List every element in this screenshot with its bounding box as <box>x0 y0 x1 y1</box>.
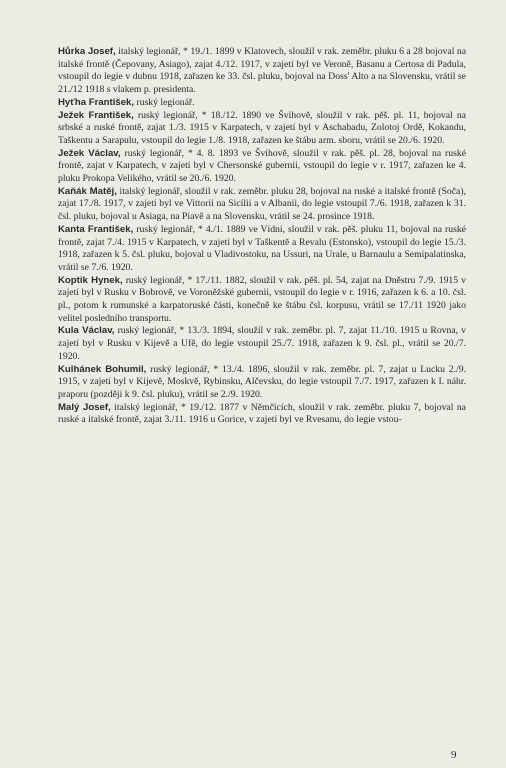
entry-list <box>58 46 466 427</box>
entry-text: italský legionář, * 19./1. 1899 v Klatovech, sloužil v rak. zeměbr. pluku 6 a 28 bojoval na italské frontě (Čepovany, Asiago), zajat 4./12. 1917, v zajetí byl ve Veroně, Basanu a Certosa di Padula, vstoupil do legie v dubnu 1918, zařazen ke 33. čsl. pluku, bojoval na Doss' Alto a na Slovensku, vrátil se 21./12 1918 s vlakem p. presidenta. <box>58 46 467 96</box>
page-number: 9 <box>451 749 457 761</box>
entry-name: Koptik Hynek, <box>58 274 123 286</box>
entry-text: ruský legionář, * 4. 8. 1893 ve Švihově, sloužil v rak. pěš. pl. 28, bojoval na ruské frontě, zajat v Karpatech, v zajetí byl v Chersonské gubernii, vstoupil do legie v r. 1917, zařazen ke 4. pluku Prokopa Velikého, vrátil se 20./6. 1920. <box>58 147 467 185</box>
entry-text: ruský legionář, * 13./4. 1896, sloužil v rak. zeměbr. pl. 7, zajat u Lucku 2./9. 1915, v zajetí byl v Kijevě, Moskvě, Rybinsku, Alčevsku, do legie vstoupil 7./7. 1917, zařazen k I. náhr. praporu (později k 9. čsl. pluku), vrátil se 2./9. 1920. <box>58 363 467 400</box>
entry <box>58 148 466 186</box>
entry-text: ruský legionář, * 4./1. 1889 ve Vídni, sloužil v rak. pěš. pluku 11, bojoval na ruské frontě, zajat 7./4. 1915 v Karpatech, v zajetí byl v Taškentě a Revalu (Estonsko), vstoupil do legie 15./3. 1918, zařazen k 5. čsl. pluku, bojoval u Vladivostoku, na Ussuri, na Urale, u Barnaulu a Semipalatinska, vrátil se 7./6. 1920. <box>58 223 467 273</box>
entry-name: Hyťha František, <box>58 96 135 108</box>
entry <box>58 402 466 427</box>
entry-name: Ježek Václav, <box>58 147 121 159</box>
entry <box>58 224 466 275</box>
entry-text: ruský legionář, * 17./11. 1882, sloužil v rak. pěš. pl. 54, zajat na Dněstru 7./9. 1915 v zajetí byl v Rusku v Bobrově, ve Voroněžské gubernii, vstoupil do legie v r. 1916, zařazen k 6. a 10. čsl. pl., potom k rumunské a karpatoruské části, konečně ke štábu čsl. korpusu, vrátil se 17./11 1920 jako velitel posledního transportu. <box>58 274 467 324</box>
entry <box>58 275 466 326</box>
entry-name: Ježek František, <box>58 109 134 121</box>
entry-text: ruský legionář. <box>136 96 195 108</box>
entry <box>58 46 466 97</box>
entry-name: Malý Josef, <box>58 401 111 413</box>
entry-text: ruský legionář, * 13./3. 1894, sloužil v rak. zeměbr. pl. 7, zajat 11./10. 1915 u Rovna, v zajetí byl v Rusku v Kijevě a Ufě, do legie vstoupil 25./7. 1918, zařazen k 9. čsl. pl., vrátil se 20./7. 1920. <box>58 325 466 362</box>
entry <box>58 186 466 224</box>
entry-text: ruský legionář, * 18./12. 1890 ve Švihově, sloužil v rak. pěš. pl. 11, bojoval na srbské a ruské frontě, zajat 1./3. 1915 v Karpatech, v zajetí byl v Aschabadu, Zolotoj Ordě, Kokandu, Taškentu a Sarapulu, vstoupil do legie 1./8. 1918, zařazen ke štábu arm. sboru, vrátil se 20./6. 1920. <box>58 109 466 146</box>
entry-name: Kaňák Matěj, <box>58 185 117 197</box>
entry <box>58 97 466 110</box>
entry <box>58 325 466 363</box>
entry <box>58 110 466 148</box>
entry <box>58 364 466 402</box>
entry-text: italský legionář, sloužil v rak. zeměbr. pluku 28, bojoval na ruské a italské frontě (Soča), zajat 17./8. 1917, v zajetí byl ve Vittorii na Sicílii a v Albanii, do legie vstoupil 7./6. 1918, zařazen k 31. čsl. pluku, bojoval u Asiaga, na Piavě a na Slovensku, vrátil se 24. prosince 1918. <box>58 185 467 223</box>
entry-name: Kulhánek Bohumil, <box>58 363 147 375</box>
entry-name: Kanta František, <box>58 223 134 235</box>
entry-name: Hůrka Josef, <box>58 46 116 57</box>
entry-name: Kula Václav, <box>58 325 115 337</box>
entry-text: italský legionář, * 19./12. 1877 v Němčicích, sloužil v rak. zeměbr. pluku 7, bojoval na ruské a italské frontě, zajat 3./11. 1916 u Gorice, v zajetí byl ve Rvesanu, do legie vstou- <box>58 401 466 426</box>
